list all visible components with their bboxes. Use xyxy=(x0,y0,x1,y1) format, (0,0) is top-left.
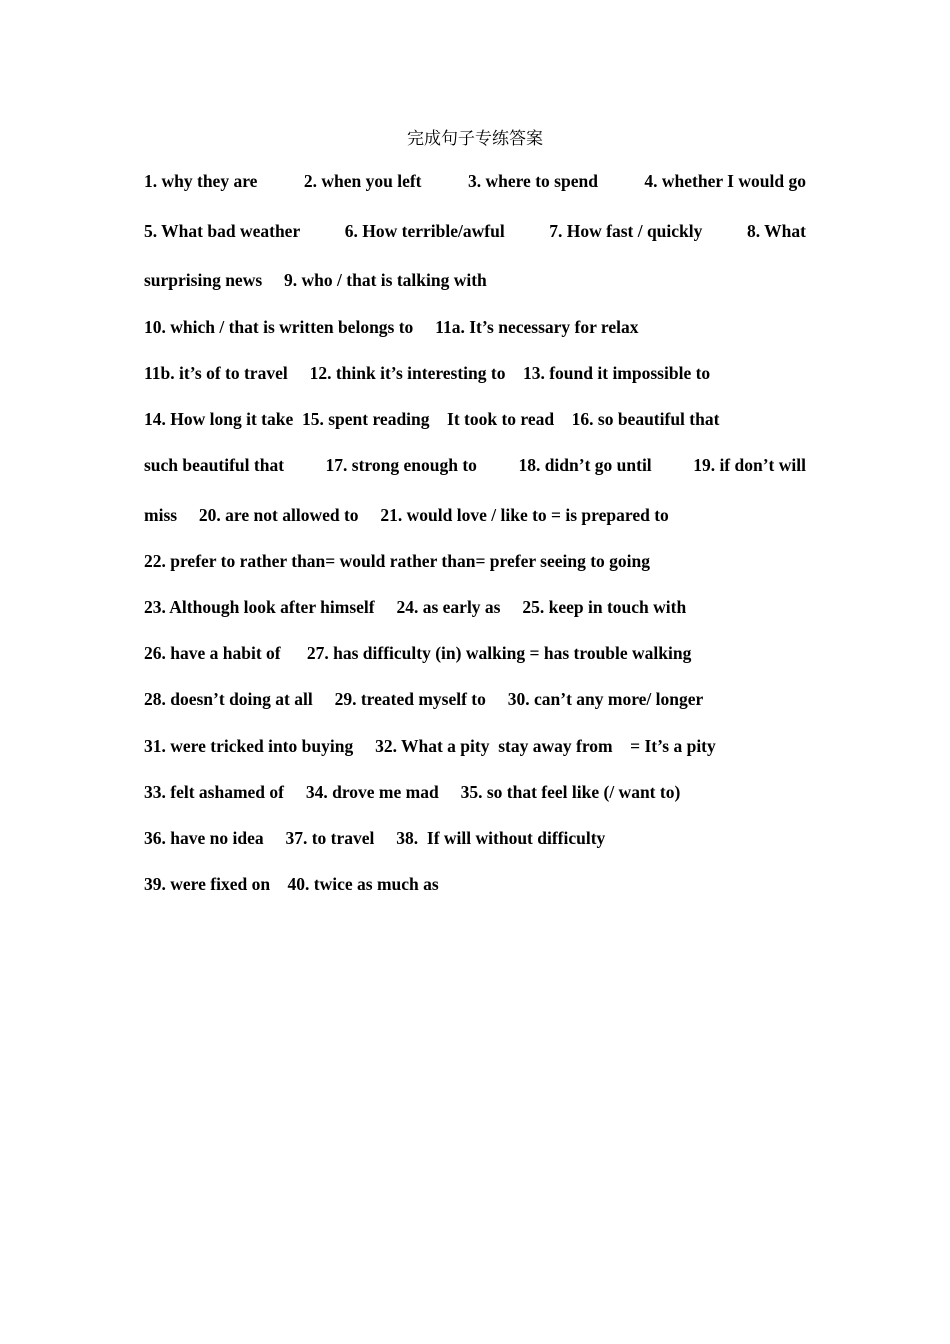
answer-item: 18. didn’t go until xyxy=(518,455,652,475)
answer-item: 7. How fast / quickly xyxy=(549,221,703,241)
answer-line-3: surprising news 9. who / that is talking with xyxy=(144,270,487,290)
answer-item: 5. What bad weather xyxy=(144,221,301,241)
answer-item: such beautiful that xyxy=(144,455,285,475)
answer-item: 2. when you left xyxy=(303,171,422,191)
answer-line-2 xyxy=(144,220,806,242)
page-title: 完成句子专练答案 xyxy=(407,129,543,149)
answer-line-13: 31. were tricked into buying 32. What a pity stay away from = It’s a pity xyxy=(144,736,716,756)
answer-line-9: 22. prefer to rather than= would rather than= prefer seeing to going xyxy=(144,551,651,571)
answer-line-6: 14. How long it take 15. spent reading It took to read 16. so beautiful that xyxy=(144,409,720,429)
answer-line-5: 11b. it’s of to travel 12. think it’s interesting to 13. found it impossible to xyxy=(144,363,711,383)
answer-line-15: 36. have no idea 37. to travel 38. If will without difficulty xyxy=(144,828,606,848)
answer-line-16: 39. were fixed on 40. twice as much as xyxy=(144,874,439,894)
answer-item: 4. whether I would go xyxy=(644,171,806,191)
answer-line-4: 10. which / that is written belongs to 11a. It’s necessary for relax xyxy=(144,317,639,337)
answer-item: 3. where to spend xyxy=(467,171,598,191)
answer-line-11: 26. have a habit of 27. has difficulty (in) walking = has trouble walking xyxy=(144,643,692,663)
answer-line-10: 23. Although look after himself 24. as early as 25. keep in touch with xyxy=(144,597,687,617)
answer-item: 17. strong enough to xyxy=(325,455,477,475)
answer-item: 19. if don’t will xyxy=(693,455,806,475)
answer-line-7 xyxy=(144,454,806,476)
answer-line-14: 33. felt ashamed of 34. drove me mad 35. so that feel like (/ want to) xyxy=(144,782,681,802)
answer-item: 1. why they are xyxy=(144,171,258,191)
answer-line-12: 28. doesn’t doing at all 29. treated myself to 30. can’t any more/ longer xyxy=(144,689,704,709)
answer-line-8: miss 20. are not allowed to 21. would love / like to = is prepared to xyxy=(144,505,669,525)
answer-line-1 xyxy=(144,170,806,192)
answer-item: 6. How terrible/awful xyxy=(344,221,505,241)
answer-item: 8. What xyxy=(746,221,806,241)
